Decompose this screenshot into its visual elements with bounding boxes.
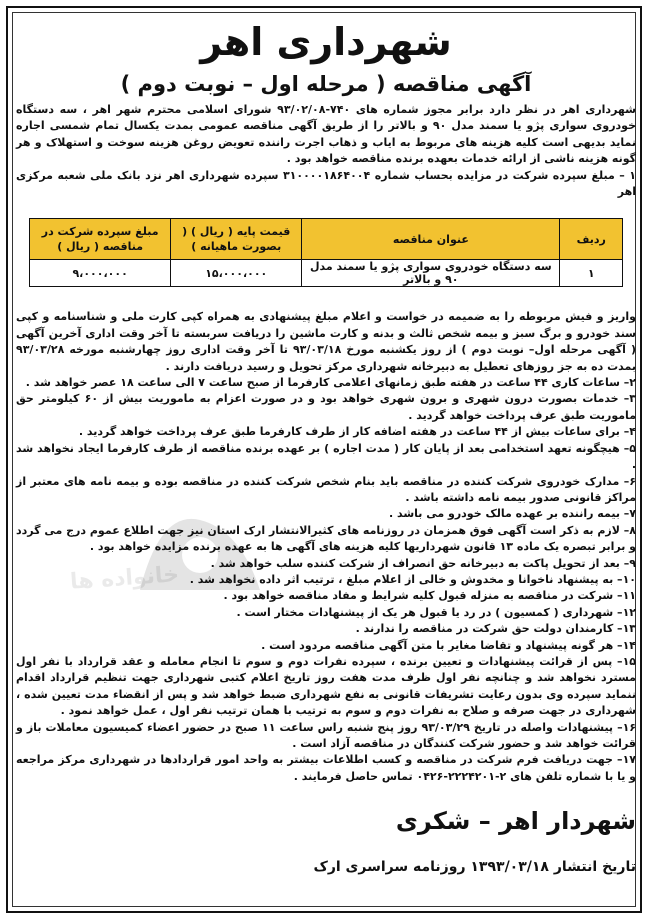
list-item: ۱۶– پیشنهادات واصله در تاریخ ۹۳/۰۳/۲۹ روز پنج شنبه راس ساعت ۱۱ صبح در حضور اعضاء کمیسیون معاملات باز و قرائت خواهد شد و حضور شرکت کنندگان در مناقصه آزاد است .: [16, 720, 637, 750]
page-title: شهرداری اهر: [200, 20, 452, 64]
list-item: ۴– برای ساعات بیش از ۴۴ ساعت در هفته اضافه کار از طرف کارفرما طبق عرف پرداخت خواهد گردید .: [78, 425, 636, 439]
intro-paragraph: شهرداری اهر در نظر دارد برابر مجوز شماره های ۷۴۰-۹۳/۰۲/۰۸ شورای اسلامی محترم شهر اهر ، سه دستگاه خودروی سواری پژو یا سمند مدل ۹۰ و بالاتر را از طریق آگهی مناقصه عمومی بمدت یکسال تمام شمسی اجاره نماید بدیهی است کلیه هزینه های مربوط به ایاب و ذهاب اجرت راننده تعویض روغن هزینه سوخت و استهلاک و هر گونه هزینه ناشی از ارائه خدمات بعهده برنده مناقصه خواهد بود .: [16, 103, 636, 166]
list-item: ۱۵– پس از قرائت پیشنهادات و تعیین برنده ، سپرده نفرات دوم و سوم تا انجام معامله و عقد قرارداد با نفر اول مسترد نخواهد شد و چنانچه نفر اول ظرف مدت هفت روز تاریخ اعلام کتبی شهرداری جهت تنظیم قرارداد اقدام ننماید سپرده وی بدون رعایت تشریفات قانونی به نفع شهرداری ضبط خواهد شد و پس از انقضاء مدت تعیین شده ، شهرداری در جهت صرفه و صلاح به نفرات دوم و سوم به ترتیب با همان ترتیب نفر اول ، عمل خواهد نمود .: [16, 654, 636, 718]
list-item: ۹– بعد از تحویل پاکت به دبیرخانه حق انصراف از شرکت کننده سلب خواهد شد .: [210, 556, 636, 570]
header-deposit-amount: مبلغ سپرده شرکت در مناقصه ( ریال ): [30, 219, 171, 260]
list-item: ۶– مدارک خودروی شرکت کننده در مناقصه باید بنام شخص شرکت کننده در مناقصه بوده و بیمه نامه های معتبر از مراکز قانونی صدور بیمه نامه داشته باشد .: [16, 474, 636, 504]
list-item: واریز و فیش مربوطه را به ضمیمه در خواست و اعلام مبلغ پیشنهادی به همراه کپی کارت ملی و شناسنامه و کپی سند خودرو و برگ سبز و بیمه شخص ثالث و بدنه و کارت ماشین را دریافت سربسته تا آخر وقت اداری آخرین آگهی ( آگهی مرحله اول– نوبت دوم ) از روز یکشنبه مورخ ۹۳/۰۳/۱۸ تا آخر وقت اداری روز چهارشنبه مورخه ۹۳/۰۳/۲۸ بمدت ده به جز روزهای تعطیل به دبیرخانه شهرداری مرکز تحویل و رسید دریافت دارند .: [16, 310, 636, 373]
notice-content: [16, 20, 636, 877]
tender-table: [29, 218, 623, 287]
list-item: ۷– بیمه راننده بر عهده مالک خودرو می باشد .: [388, 507, 636, 521]
item-1-deposit-account: ۱ – مبلغ سپرده شرکت در مزایده بحساب شماره ۳۱۰۰۰۰۱۸۶۴۰۰۴ سپرده شهرداری اهر نزد بانک ملی شعبه مرکزی اهر: [16, 168, 636, 199]
cell-tender-title: سه دستگاه خودروی سواری پژو یا سمند مدل ۹۰ و بالاتر: [302, 260, 560, 287]
list-item: ۱۰– به پیشنهاد ناخوانا و مخدوش و خالی از اعلام مبلغ ، ترتیب اثر داده نخواهد شد .: [189, 572, 636, 586]
header-tender-title: عنوان مناقصه: [302, 219, 560, 260]
publication-date: تاریخ انتشار ۱۳۹۳/۰۳/۱۸ روزنامه سراسری ارک: [313, 859, 636, 876]
page-subtitle: آگهی مناقصه ( مرحله اول – نوبت دوم ): [120, 72, 532, 96]
cell-row-number: ۱: [560, 260, 623, 287]
header-base-price: قیمت پایه ( ریال ) ( بصورت ماهیانه ): [171, 219, 302, 260]
list-item: ۵– هیچگونه تعهد استخدامی بعد از پایان کار ( مدت اجاره ) بر عهده برنده مناقصه از طرف کارفرما ایجاد نخواهد شد .: [16, 441, 636, 472]
mayor-signature: شهردار اهر – شکری: [395, 807, 636, 836]
cell-deposit-amount: ۹،۰۰۰،۰۰۰: [30, 260, 171, 287]
list-item: ۳– خدمات بصورت درون شهری و برون شهری خواهد بود و در صورت اعزام به ماموریت بیش از ۶۰ کیلومتر حق ماموریت طبق عرف پرداخت خواهد گردید .: [16, 392, 636, 422]
list-item: ۱۱– شرکت در مناقصه به منزله قبول کلیه شرایط و مفاد مناقصه خواهد بود .: [223, 589, 636, 603]
list-item: ۱۷– جهت دریافت فرم شرکت در مناقصه و کسب اطلاعات بیشتر به واحد امور قراردادها در شهرداری مرکز مراجعه و یا با شماره تلفن های ۲-۲۲۲۴۲۰۱-۰۴۲۶ تماس حاصل فرمایند .: [16, 753, 636, 783]
list-item: ۱۲– شهرداری ( کمسیون ) در رد یا قبول هر یک از پیشنهادات مختار است .: [236, 605, 636, 619]
list-item: ۱۴– هر گونه پیشنهاد و تقاضا مغایر با متن آگهی مناقصه مردود است .: [261, 638, 636, 652]
table-row: [30, 260, 623, 287]
conditions-list: [16, 309, 636, 785]
list-item: ۲– ساعات کاری ۴۴ ساعت در هفته طبق زمانهای اعلامی کارفرما از صبح ساعت ۷ الی ساعت ۱۸ عصر خواهد شد .: [25, 376, 636, 390]
list-item: ۱۳– کارمندان دولت حق شرکت در مناقصه را ندارند .: [355, 622, 636, 636]
tender-table-header-row: [30, 219, 623, 260]
list-item: ۸– لازم به ذکر است آگهی فوق همزمان در روزنامه های کثیرالانتشار ارک استان نیز جهت اطلاع عموم درج می گردد و برابر تبصره یک ماده ۱۳ قانون شهرداریها کلیه هزینه های آگهی ها به عهده برنده مزایده خواهد بود .: [16, 523, 636, 554]
header-row-number: ردیف: [560, 219, 623, 260]
cell-base-price: ۱۵،۰۰۰،۰۰۰: [171, 260, 302, 287]
